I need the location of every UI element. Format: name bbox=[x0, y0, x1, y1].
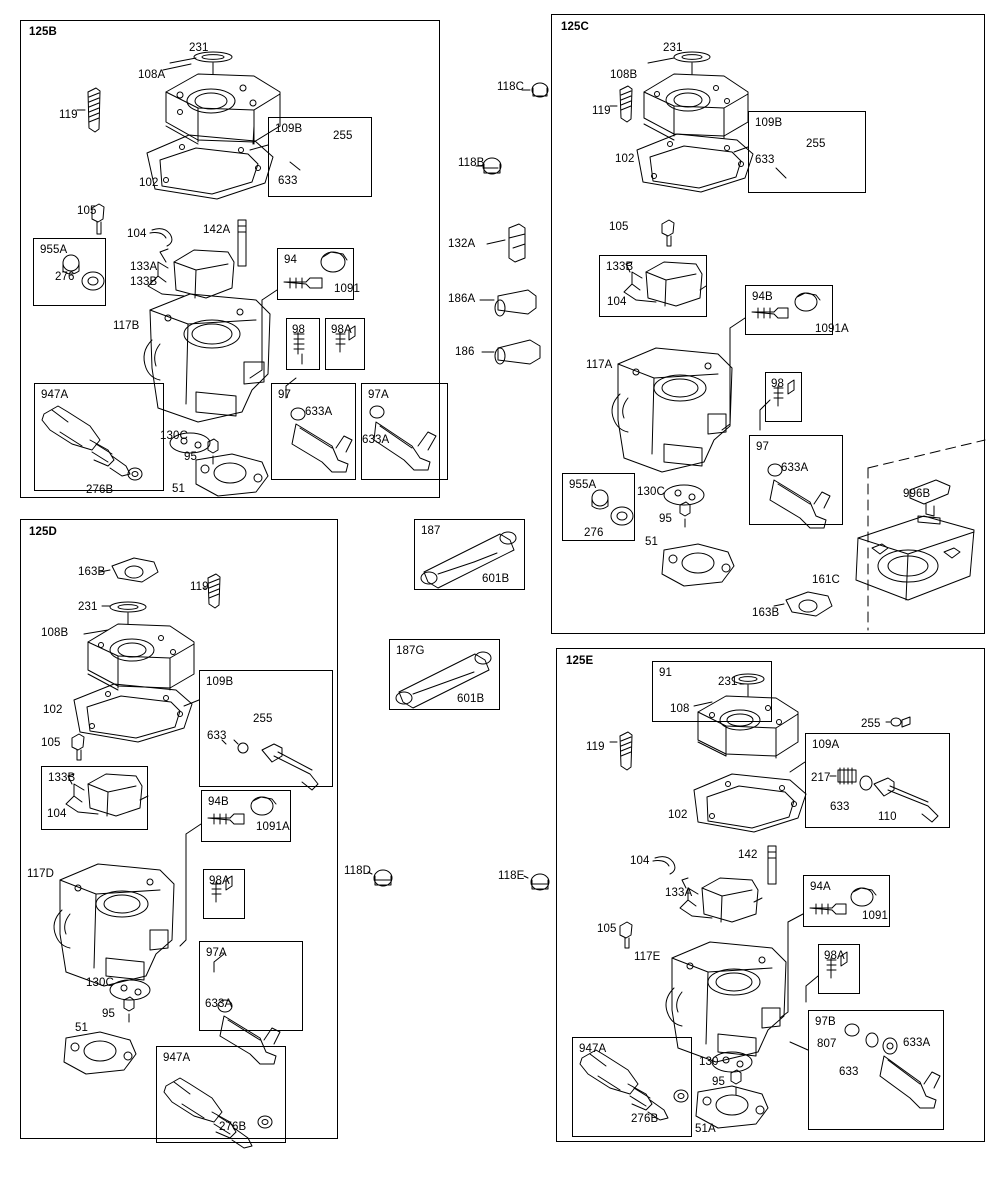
subbox-label-91-125E: 91 bbox=[659, 667, 672, 679]
callout-276B-125D: 276B bbox=[219, 1121, 247, 1133]
subbox-label-187G: 187G bbox=[396, 645, 425, 657]
callout-117A-125C: 117A bbox=[586, 359, 613, 371]
callout-130-125E: 130 bbox=[699, 1056, 719, 1068]
callout-130C-125C: 130C bbox=[637, 486, 665, 498]
callout-633A-125C: 633A bbox=[781, 462, 809, 474]
callout-276B-125E: 276B bbox=[631, 1113, 659, 1125]
callout-133A-125B: 133A bbox=[130, 261, 158, 273]
callout-102-125C: 102 bbox=[615, 153, 635, 165]
callout-601B-187G: 601B bbox=[457, 693, 485, 705]
subbox-label-955A-125B: 955A bbox=[40, 244, 68, 256]
callout-231-125D: 231 bbox=[78, 601, 98, 613]
subbox-label-94B-125C: 94B bbox=[752, 291, 773, 303]
callout-231-125B: 231 bbox=[189, 42, 209, 54]
callout-104-125E: 104 bbox=[630, 855, 650, 867]
callout-95-125D: 95 bbox=[102, 1008, 115, 1020]
callout-163B-125D: 163B bbox=[78, 566, 106, 578]
panel-label-125B: 125B bbox=[29, 26, 57, 38]
callout-255-125B: 255 bbox=[333, 130, 353, 142]
callout-142-125E: 142 bbox=[738, 849, 758, 861]
callout-1091A-125C: 1091A bbox=[815, 323, 849, 335]
subbox-label-109B-125B: 109B bbox=[275, 123, 303, 135]
callout-119-125D: 119 bbox=[190, 581, 209, 593]
callout-105-125C: 105 bbox=[609, 221, 629, 233]
callout-119-125E: 119 bbox=[586, 741, 605, 753]
callout-102-125D: 102 bbox=[43, 704, 63, 716]
callout-130C-125D: 130C bbox=[86, 977, 114, 989]
subbox-label-98A-125D: 98A bbox=[209, 875, 230, 887]
subbox-label-109B-125D: 109B bbox=[206, 676, 234, 688]
callout-601B-187: 601B bbox=[482, 573, 510, 585]
subbox-label-98A-125B: 98A bbox=[331, 324, 352, 336]
subbox-label-955A-125C: 955A bbox=[569, 479, 597, 491]
subbox-label-133B-125D: 133B bbox=[48, 772, 76, 784]
subbox-label-98A-125E: 98A bbox=[824, 950, 845, 962]
callout-255-125D: 255 bbox=[253, 713, 273, 725]
callout-118E: 118E bbox=[498, 870, 525, 882]
callout-108B-125D: 108B bbox=[41, 627, 69, 639]
subbox-label-97-125B: 97 bbox=[278, 389, 291, 401]
callout-1091-125B: 1091 bbox=[334, 283, 360, 295]
callout-104-125B: 104 bbox=[127, 228, 147, 240]
callout-633A-97A-125B: 633A bbox=[362, 434, 390, 446]
callout-161C-125C: 161C bbox=[812, 574, 840, 586]
callout-633A-125D: 633A bbox=[205, 998, 233, 1010]
callout-117D-125D: 117D bbox=[27, 868, 55, 880]
callout-102-125E: 102 bbox=[668, 809, 688, 821]
subbox-label-133B-125C: 133B bbox=[606, 261, 634, 273]
callout-633-125C: 633 bbox=[755, 154, 775, 166]
subbox-label-109B-125C: 109B bbox=[755, 117, 783, 129]
subbox-label-97A-125D: 97A bbox=[206, 947, 227, 959]
subbox-label-94B-125D: 94B bbox=[208, 796, 229, 808]
callout-95-125C: 95 bbox=[659, 513, 672, 525]
subbox-label-947A-125E: 947A bbox=[579, 1043, 607, 1055]
subbox-label-97-125C: 97 bbox=[756, 441, 769, 453]
subbox-label-94A-125E: 94A bbox=[810, 881, 831, 893]
callout-117B-125B: 117B bbox=[113, 320, 140, 332]
callout-102-125B: 102 bbox=[139, 177, 159, 189]
callout-51A-125E: 51A bbox=[695, 1123, 716, 1135]
callout-119-125C: 119 bbox=[592, 105, 611, 117]
callout-217-125E: 217 bbox=[811, 772, 831, 784]
callout-110-125E: 110 bbox=[878, 811, 897, 823]
callout-163B-125C: 163B bbox=[752, 607, 780, 619]
callout-996B-125C: 996B bbox=[903, 488, 931, 500]
callout-105-125E: 105 bbox=[597, 923, 617, 935]
callout-133A-125E: 133A bbox=[665, 887, 693, 899]
callout-118D: 118D bbox=[344, 865, 372, 877]
callout-807-125E: 807 bbox=[817, 1038, 837, 1050]
callout-95-125B: 95 bbox=[184, 451, 197, 463]
subbox-label-97B-125E: 97B bbox=[815, 1016, 836, 1028]
callout-142A-125B: 142A bbox=[203, 224, 231, 236]
callout-231-125E: 231 bbox=[718, 676, 738, 688]
callout-633A-125E: 633A bbox=[903, 1037, 931, 1049]
callout-255-125E: 255 bbox=[861, 718, 881, 730]
callout-633A-97-125B: 633A bbox=[305, 406, 333, 418]
subbox-label-947A-125B: 947A bbox=[41, 389, 69, 401]
subbox-label-97A-125B: 97A bbox=[368, 389, 389, 401]
subbox-label-947A-125D: 947A bbox=[163, 1052, 191, 1064]
subbox-label-109A-125E: 109A bbox=[812, 739, 840, 751]
callout-105-125D: 105 bbox=[41, 737, 61, 749]
callout-186: 186 bbox=[455, 346, 475, 358]
callout-231-125C: 231 bbox=[663, 42, 683, 54]
subbox-label-187: 187 bbox=[421, 525, 441, 537]
panel-label-125E: 125E bbox=[566, 655, 594, 667]
callout-633-125D: 633 bbox=[207, 730, 227, 742]
callout-105-125B: 105 bbox=[77, 205, 97, 217]
callout-276-125C: 276 bbox=[584, 527, 604, 539]
callout-118B: 118B bbox=[458, 157, 485, 169]
panel-label-125C: 125C bbox=[561, 21, 589, 33]
subbox-label-94-125B: 94 bbox=[284, 254, 297, 266]
callout-117E-125E: 117E bbox=[634, 951, 661, 963]
callout-104-125D: 104 bbox=[47, 808, 67, 820]
callout-118C: 118C bbox=[497, 81, 525, 93]
callout-276-125B: 276 bbox=[55, 271, 75, 283]
subbox-label-98-125B: 98 bbox=[292, 324, 305, 336]
callout-255-125C: 255 bbox=[806, 138, 826, 150]
callout-119-125B: 119 bbox=[59, 109, 78, 121]
panel-label-125D: 125D bbox=[29, 526, 57, 538]
callout-130C-125B: 130C bbox=[160, 430, 188, 442]
callout-633-109A-125E: 633 bbox=[830, 801, 850, 813]
callout-132A: 132A bbox=[448, 238, 476, 250]
callout-108-125E: 108 bbox=[670, 703, 690, 715]
callout-276B-125B: 276B bbox=[86, 484, 114, 496]
callout-51-125C: 51 bbox=[645, 536, 658, 548]
callout-186A: 186A bbox=[448, 293, 476, 305]
callout-51-125D: 51 bbox=[75, 1022, 88, 1034]
callout-133B-125B: 133B bbox=[130, 276, 158, 288]
subbox-label-98-125C: 98 bbox=[771, 378, 784, 390]
callout-1091-125E: 1091 bbox=[862, 910, 888, 922]
callout-633-125B: 633 bbox=[278, 175, 298, 187]
callout-51-125B: 51 bbox=[172, 483, 185, 495]
callout-95-125E: 95 bbox=[712, 1076, 725, 1088]
callout-633-97B-125E: 633 bbox=[839, 1066, 859, 1078]
callout-104-125C: 104 bbox=[607, 296, 627, 308]
callout-1091A-125D: 1091A bbox=[256, 821, 290, 833]
callout-108B-125C: 108B bbox=[610, 69, 638, 81]
callout-108A-125B: 108A bbox=[138, 69, 166, 81]
